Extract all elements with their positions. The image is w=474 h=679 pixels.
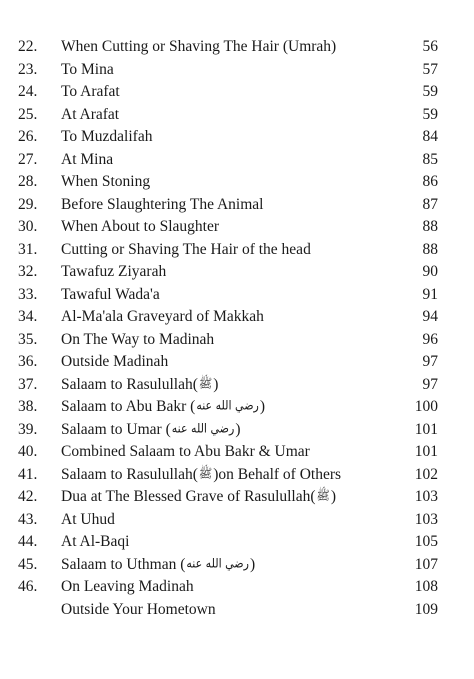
toc-entry[interactable]: [0, 261, 474, 284]
toc-entry-title-text: Combined Salaam to Abu Bakr & Umar: [61, 443, 310, 460]
toc-entry-page-number: 56: [422, 38, 438, 55]
toc-entry-page-number: 103: [414, 510, 438, 528]
toc-entry-number: 38.: [18, 398, 38, 415]
toc-entry-title-text: Salaam to Uthman (: [61, 555, 186, 573]
toc-entry-page-number: 94: [422, 308, 438, 325]
toc-entry-title-text: Al-Ma'ala Graveyard of Makkah: [61, 308, 264, 325]
toc-entry[interactable]: [0, 284, 474, 307]
toc-entry-number: 43.: [18, 510, 38, 528]
honorific-calligraphy-icon: ﷺ: [198, 375, 213, 391]
toc-entry-page-number: 105: [414, 533, 438, 550]
toc-entry-title: [61, 126, 399, 149]
toc-entry-page-number: 108: [414, 578, 438, 595]
toc-entry[interactable]: [0, 81, 474, 104]
toc-entry-title-text: To Mina: [61, 60, 114, 78]
toc-entry-page-number: 57: [422, 60, 438, 78]
toc-entry-number: 42.: [18, 488, 38, 505]
toc-entry-title-suffix: )on Behalf of Others: [213, 465, 342, 483]
honorific-calligraphy-icon: رضي الله عنه: [196, 398, 259, 413]
toc-entry-title: [61, 239, 399, 262]
toc-entry-page-number: 96: [422, 330, 438, 348]
toc-entry-page-number: 88: [422, 240, 438, 258]
toc-entry-title: [61, 261, 399, 284]
table-of-contents: [0, 36, 474, 621]
toc-entry[interactable]: [0, 216, 474, 239]
toc-entry-title-text: At Arafat: [61, 105, 120, 123]
toc-entry[interactable]: [0, 419, 474, 442]
toc-entry-page-number: 90: [422, 263, 438, 280]
toc-entry-title-text: To Muzdalifah: [61, 128, 153, 145]
toc-entry-title: [61, 329, 399, 352]
toc-entry-number: 28.: [18, 173, 38, 190]
toc-entry-number: 30.: [18, 218, 38, 235]
toc-entry-page-number: 85: [422, 150, 438, 168]
toc-entry[interactable]: [0, 576, 474, 599]
toc-entry-page-number: 87: [422, 195, 438, 213]
toc-entry-page-number: 88: [422, 218, 438, 235]
toc-entry-title: [61, 171, 399, 194]
toc-entry-title-text: Salaam to Abu Bakr (: [61, 398, 196, 415]
toc-entry[interactable]: [0, 149, 474, 172]
toc-entry-title: [61, 576, 399, 599]
toc-entry-title-text: Outside Madinah: [61, 353, 169, 370]
toc-entry-number: 33.: [18, 285, 38, 303]
toc-entry-page-number: 102: [414, 465, 438, 483]
toc-entry-number: 36.: [18, 353, 38, 370]
toc-entry-number: 44.: [18, 533, 38, 550]
toc-entry[interactable]: [0, 171, 474, 194]
toc-entry[interactable]: [0, 509, 474, 532]
toc-entry-number: 26.: [18, 128, 38, 145]
toc-entry[interactable]: [0, 351, 474, 374]
toc-entry[interactable]: [0, 126, 474, 149]
toc-entry-title: [61, 351, 399, 374]
toc-entry-page-number: 103: [414, 488, 438, 505]
toc-entry-title-suffix: ): [249, 555, 256, 573]
toc-entry[interactable]: [0, 306, 474, 329]
toc-entry-title-text: Cutting or Shaving The Hair of the head: [61, 240, 311, 258]
toc-entry-title: [61, 284, 399, 307]
toc-entry-title: [61, 419, 399, 442]
toc-entry-title: [61, 464, 399, 487]
toc-entry-title: [61, 216, 399, 239]
honorific-calligraphy-icon: رضي الله عنه: [186, 555, 249, 571]
toc-entry[interactable]: [0, 239, 474, 262]
toc-entry-title: [61, 554, 399, 577]
toc-entry-title: [61, 104, 399, 127]
toc-entry-title-text: On Leaving Madinah: [61, 578, 194, 595]
toc-entry-number: 32.: [18, 263, 38, 280]
toc-entry-title-text: Salaam to Rasulullah(: [61, 375, 198, 393]
toc-entry-title: [61, 396, 399, 419]
toc-entry-page-number: 91: [422, 285, 438, 303]
honorific-calligraphy-icon: ﷺ: [198, 465, 213, 481]
toc-entry-page-number: 59: [422, 83, 438, 100]
toc-entry-title-text: Dua at The Blessed Grave of Rasulullah(: [61, 488, 316, 505]
toc-entry-title-text: Salaam to Umar (: [61, 420, 171, 438]
toc-entry[interactable]: [0, 194, 474, 217]
toc-entry-title: [61, 81, 399, 104]
toc-entry-number: 46.: [18, 578, 38, 595]
toc-entry-title-text: When Stoning: [61, 173, 151, 190]
toc-entry-number: 24.: [18, 83, 38, 100]
toc-entry[interactable]: [0, 554, 474, 577]
toc-entry-number: 35.: [18, 330, 38, 348]
honorific-calligraphy-icon: ﷺ: [316, 488, 330, 503]
toc-entry-page-number: 100: [414, 398, 438, 415]
toc-entry-title-text: Tawaful Wada'a: [61, 285, 160, 303]
toc-entry-title: [61, 149, 399, 172]
honorific-calligraphy-icon: رضي الله عنه: [171, 420, 235, 436]
toc-entry-number: 27.: [18, 150, 38, 168]
toc-entry-title: [61, 599, 399, 622]
toc-entry-title: [61, 306, 399, 329]
toc-entry-page-number: 101: [414, 420, 438, 438]
toc-entry-title: [61, 374, 399, 397]
toc-entry[interactable]: [0, 104, 474, 127]
toc-entry-title-suffix: ): [259, 398, 266, 415]
toc-entry-title-text: When About to Slaughter: [61, 218, 219, 235]
toc-entry-title: [61, 486, 399, 509]
toc-entry-number: 37.: [18, 375, 38, 393]
toc-entry-title-text: Before Slaughtering The Animal: [61, 195, 264, 213]
toc-entry-title-text: When Cutting or Shaving The Hair (Umrah): [61, 38, 337, 55]
toc-entry-number: 45.: [18, 555, 38, 573]
toc-entry[interactable]: [0, 441, 474, 464]
toc-entry-number: 29.: [18, 195, 38, 213]
toc-entry-page-number: 107: [414, 555, 438, 573]
toc-entry-number: 40.: [18, 443, 38, 460]
toc-entry-number: 25.: [18, 105, 38, 123]
toc-entry[interactable]: [0, 531, 474, 554]
toc-entry-page-number: 97: [422, 353, 438, 370]
toc-entry[interactable]: [0, 59, 474, 82]
toc-entry[interactable]: [0, 486, 474, 509]
toc-entry-title: [61, 194, 399, 217]
toc-entry-title: [61, 59, 399, 82]
toc-entry-title-text: Tawafuz Ziyarah: [61, 263, 167, 280]
toc-entry-page-number: 86: [422, 173, 438, 190]
toc-entry[interactable]: [0, 36, 474, 59]
toc-entry-title-text: Salaam to Rasulullah(: [61, 465, 198, 483]
toc-entry-page-number: 97: [422, 375, 438, 393]
toc-entry-title: [61, 531, 399, 554]
toc-entry-number: 23.: [18, 60, 38, 78]
toc-entry-number: 31.: [18, 240, 38, 258]
toc-entry[interactable]: [0, 464, 474, 487]
toc-entry-page-number: 101: [414, 443, 438, 460]
toc-entry-title: [61, 36, 399, 59]
toc-entry-title-suffix: ): [330, 488, 337, 505]
toc-entry-page-number: 109: [414, 600, 438, 618]
toc-entry-title-text: To Arafat: [61, 83, 120, 100]
toc-entry-title-text: At Uhud: [61, 510, 115, 528]
toc-entry-title: [61, 441, 399, 464]
toc-entry-page-number: 84: [422, 128, 438, 145]
toc-entry-page-number: 59: [422, 105, 438, 123]
toc-entry-title-text: At Mina: [61, 150, 114, 168]
toc-entry-title-text: At Al-Baqi: [61, 533, 130, 550]
toc-entry-number: 41.: [18, 465, 38, 483]
toc-entry[interactable]: [0, 329, 474, 352]
toc-entry[interactable]: [0, 396, 474, 419]
toc-entry-number: 39.: [18, 420, 38, 438]
toc-entry-title-text: Outside Your Hometown: [61, 600, 216, 618]
toc-entry-title-suffix: ): [235, 420, 241, 438]
toc-entry-number: 34.: [18, 308, 38, 325]
toc-entry-title: [61, 509, 399, 532]
toc-entry-title-suffix: ): [213, 375, 219, 393]
toc-entry-title-text: On The Way to Madinah: [61, 330, 215, 348]
toc-entry[interactable]: [0, 599, 474, 622]
toc-entry-number: 22.: [18, 38, 38, 55]
toc-entry[interactable]: [0, 374, 474, 397]
